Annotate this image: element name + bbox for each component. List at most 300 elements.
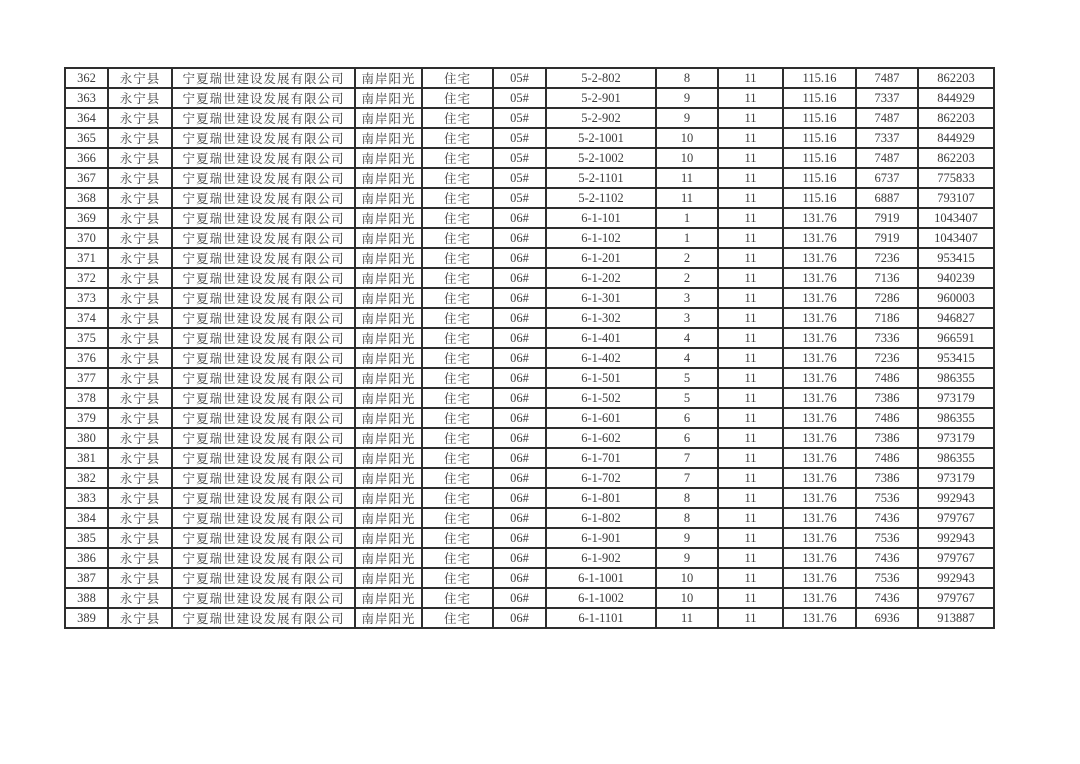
cell-floor: 9 <box>656 108 718 128</box>
cell-unit: 5-2-902 <box>546 108 656 128</box>
cell-total_floors: 11 <box>718 328 783 348</box>
cell-total_price: 979767 <box>918 588 994 608</box>
cell-unit: 6-1-402 <box>546 348 656 368</box>
cell-usage: 住宅 <box>422 228 493 248</box>
cell-county: 永宁县 <box>108 548 172 568</box>
cell-unit_price: 7536 <box>856 568 918 588</box>
cell-seq: 370 <box>65 228 108 248</box>
cell-unit_price: 7919 <box>856 228 918 248</box>
cell-total_floors: 11 <box>718 88 783 108</box>
cell-seq: 366 <box>65 148 108 168</box>
cell-unit_price: 6936 <box>856 608 918 628</box>
cell-total_floors: 11 <box>718 548 783 568</box>
cell-building: 06# <box>493 228 546 248</box>
cell-area: 131.76 <box>783 388 856 408</box>
cell-developer: 宁夏瑞世建设发展有限公司 <box>172 288 355 308</box>
cell-area: 131.76 <box>783 468 856 488</box>
table-row <box>65 428 994 448</box>
cell-unit: 5-2-802 <box>546 68 656 88</box>
cell-total_price: 986355 <box>918 368 994 388</box>
table-row <box>65 188 994 208</box>
cell-county: 永宁县 <box>108 128 172 148</box>
table-row <box>65 548 994 568</box>
cell-area: 131.76 <box>783 328 856 348</box>
cell-seq: 363 <box>65 88 108 108</box>
cell-project: 南岸阳光 <box>355 68 422 88</box>
cell-developer: 宁夏瑞世建设发展有限公司 <box>172 608 355 628</box>
cell-total_price: 844929 <box>918 128 994 148</box>
cell-building: 06# <box>493 468 546 488</box>
cell-building: 05# <box>493 188 546 208</box>
cell-unit: 6-1-1101 <box>546 608 656 628</box>
cell-unit: 6-1-1002 <box>546 588 656 608</box>
cell-floor: 7 <box>656 468 718 488</box>
table-row <box>65 68 994 88</box>
cell-area: 131.76 <box>783 408 856 428</box>
cell-project: 南岸阳光 <box>355 548 422 568</box>
cell-unit_price: 6887 <box>856 188 918 208</box>
cell-unit_price: 7486 <box>856 408 918 428</box>
cell-building: 06# <box>493 428 546 448</box>
cell-area: 131.76 <box>783 368 856 388</box>
cell-building: 06# <box>493 288 546 308</box>
cell-usage: 住宅 <box>422 88 493 108</box>
cell-floor: 9 <box>656 88 718 108</box>
cell-unit: 6-1-101 <box>546 208 656 228</box>
cell-building: 06# <box>493 508 546 528</box>
cell-total_price: 862203 <box>918 68 994 88</box>
cell-unit_price: 7487 <box>856 108 918 128</box>
cell-unit_price: 7336 <box>856 328 918 348</box>
cell-floor: 11 <box>656 188 718 208</box>
table-row <box>65 268 994 288</box>
cell-floor: 10 <box>656 128 718 148</box>
cell-seq: 369 <box>65 208 108 228</box>
cell-floor: 10 <box>656 568 718 588</box>
cell-building: 06# <box>493 568 546 588</box>
cell-total_price: 986355 <box>918 408 994 428</box>
cell-unit: 6-1-601 <box>546 408 656 428</box>
cell-area: 131.76 <box>783 288 856 308</box>
cell-seq: 367 <box>65 168 108 188</box>
table-row <box>65 508 994 528</box>
cell-seq: 377 <box>65 368 108 388</box>
cell-developer: 宁夏瑞世建设发展有限公司 <box>172 408 355 428</box>
cell-floor: 11 <box>656 608 718 628</box>
table-row <box>65 328 994 348</box>
cell-county: 永宁县 <box>108 88 172 108</box>
cell-total_floors: 11 <box>718 468 783 488</box>
cell-unit_price: 7386 <box>856 428 918 448</box>
table-row <box>65 388 994 408</box>
cell-usage: 住宅 <box>422 528 493 548</box>
cell-usage: 住宅 <box>422 128 493 148</box>
cell-developer: 宁夏瑞世建设发展有限公司 <box>172 168 355 188</box>
cell-usage: 住宅 <box>422 288 493 308</box>
cell-project: 南岸阳光 <box>355 448 422 468</box>
table-row <box>65 148 994 168</box>
cell-project: 南岸阳光 <box>355 88 422 108</box>
table-row <box>65 608 994 628</box>
cell-project: 南岸阳光 <box>355 248 422 268</box>
cell-floor: 9 <box>656 548 718 568</box>
cell-total_floors: 11 <box>718 368 783 388</box>
cell-total_floors: 11 <box>718 528 783 548</box>
cell-project: 南岸阳光 <box>355 328 422 348</box>
cell-unit_price: 7286 <box>856 288 918 308</box>
cell-unit_price: 7436 <box>856 548 918 568</box>
cell-unit: 6-1-702 <box>546 468 656 488</box>
cell-county: 永宁县 <box>108 388 172 408</box>
cell-unit_price: 7919 <box>856 208 918 228</box>
cell-usage: 住宅 <box>422 408 493 428</box>
cell-unit: 5-2-1002 <box>546 148 656 168</box>
cell-area: 115.16 <box>783 108 856 128</box>
cell-total_floors: 11 <box>718 488 783 508</box>
cell-total_floors: 11 <box>718 68 783 88</box>
cell-developer: 宁夏瑞世建设发展有限公司 <box>172 588 355 608</box>
cell-total_price: 992943 <box>918 488 994 508</box>
cell-unit_price: 7337 <box>856 88 918 108</box>
table-row <box>65 468 994 488</box>
cell-building: 06# <box>493 448 546 468</box>
cell-area: 115.16 <box>783 128 856 148</box>
cell-unit_price: 7486 <box>856 368 918 388</box>
cell-unit_price: 7386 <box>856 388 918 408</box>
cell-usage: 住宅 <box>422 108 493 128</box>
cell-total_price: 992943 <box>918 528 994 548</box>
cell-building: 06# <box>493 588 546 608</box>
cell-county: 永宁县 <box>108 608 172 628</box>
cell-seq: 384 <box>65 508 108 528</box>
cell-building: 05# <box>493 128 546 148</box>
cell-total_floors: 11 <box>718 208 783 228</box>
cell-unit_price: 7337 <box>856 128 918 148</box>
cell-floor: 6 <box>656 408 718 428</box>
cell-usage: 住宅 <box>422 268 493 288</box>
cell-seq: 389 <box>65 608 108 628</box>
cell-area: 115.16 <box>783 188 856 208</box>
cell-seq: 388 <box>65 588 108 608</box>
cell-project: 南岸阳光 <box>355 188 422 208</box>
cell-unit_price: 6737 <box>856 168 918 188</box>
cell-building: 06# <box>493 368 546 388</box>
cell-developer: 宁夏瑞世建设发展有限公司 <box>172 68 355 88</box>
cell-developer: 宁夏瑞世建设发展有限公司 <box>172 268 355 288</box>
table-row <box>65 588 994 608</box>
cell-total_price: 913887 <box>918 608 994 628</box>
cell-unit: 6-1-502 <box>546 388 656 408</box>
table-row <box>65 348 994 368</box>
cell-usage: 住宅 <box>422 168 493 188</box>
cell-seq: 375 <box>65 328 108 348</box>
cell-building: 06# <box>493 548 546 568</box>
cell-county: 永宁县 <box>108 508 172 528</box>
cell-developer: 宁夏瑞世建设发展有限公司 <box>172 468 355 488</box>
cell-seq: 387 <box>65 568 108 588</box>
cell-total_floors: 11 <box>718 508 783 528</box>
cell-building: 06# <box>493 408 546 428</box>
table-row <box>65 228 994 248</box>
cell-county: 永宁县 <box>108 228 172 248</box>
cell-area: 131.76 <box>783 228 856 248</box>
cell-unit: 6-1-301 <box>546 288 656 308</box>
cell-county: 永宁县 <box>108 588 172 608</box>
cell-building: 05# <box>493 108 546 128</box>
cell-seq: 371 <box>65 248 108 268</box>
table-row <box>65 248 994 268</box>
cell-seq: 379 <box>65 408 108 428</box>
cell-building: 06# <box>493 528 546 548</box>
cell-developer: 宁夏瑞世建设发展有限公司 <box>172 88 355 108</box>
cell-developer: 宁夏瑞世建设发展有限公司 <box>172 348 355 368</box>
cell-total_price: 992943 <box>918 568 994 588</box>
cell-usage: 住宅 <box>422 448 493 468</box>
cell-building: 05# <box>493 88 546 108</box>
cell-building: 05# <box>493 168 546 188</box>
cell-project: 南岸阳光 <box>355 148 422 168</box>
table-row <box>65 88 994 108</box>
cell-total_price: 973179 <box>918 388 994 408</box>
cell-building: 06# <box>493 388 546 408</box>
cell-unit: 6-1-602 <box>546 428 656 448</box>
cell-developer: 宁夏瑞世建设发展有限公司 <box>172 368 355 388</box>
cell-area: 131.76 <box>783 608 856 628</box>
table-row <box>65 488 994 508</box>
cell-unit: 5-2-901 <box>546 88 656 108</box>
cell-seq: 368 <box>65 188 108 208</box>
cell-seq: 383 <box>65 488 108 508</box>
cell-total_price: 940239 <box>918 268 994 288</box>
cell-building: 06# <box>493 488 546 508</box>
cell-developer: 宁夏瑞世建设发展有限公司 <box>172 508 355 528</box>
cell-total_floors: 11 <box>718 588 783 608</box>
cell-project: 南岸阳光 <box>355 228 422 248</box>
cell-total_floors: 11 <box>718 128 783 148</box>
cell-usage: 住宅 <box>422 588 493 608</box>
cell-developer: 宁夏瑞世建设发展有限公司 <box>172 448 355 468</box>
cell-seq: 365 <box>65 128 108 148</box>
cell-usage: 住宅 <box>422 348 493 368</box>
cell-unit: 5-2-1101 <box>546 168 656 188</box>
cell-county: 永宁县 <box>108 208 172 228</box>
table-row <box>65 568 994 588</box>
cell-county: 永宁县 <box>108 68 172 88</box>
cell-seq: 374 <box>65 308 108 328</box>
cell-area: 115.16 <box>783 148 856 168</box>
cell-developer: 宁夏瑞世建设发展有限公司 <box>172 428 355 448</box>
cell-usage: 住宅 <box>422 488 493 508</box>
cell-total_floors: 11 <box>718 408 783 428</box>
cell-seq: 381 <box>65 448 108 468</box>
cell-building: 05# <box>493 148 546 168</box>
cell-floor: 1 <box>656 228 718 248</box>
cell-building: 06# <box>493 308 546 328</box>
cell-usage: 住宅 <box>422 68 493 88</box>
cell-project: 南岸阳光 <box>355 208 422 228</box>
cell-unit: 6-1-802 <box>546 508 656 528</box>
cell-building: 06# <box>493 208 546 228</box>
cell-usage: 住宅 <box>422 508 493 528</box>
cell-area: 115.16 <box>783 168 856 188</box>
cell-project: 南岸阳光 <box>355 608 422 628</box>
cell-usage: 住宅 <box>422 248 493 268</box>
cell-floor: 8 <box>656 508 718 528</box>
cell-project: 南岸阳光 <box>355 528 422 548</box>
cell-total_floors: 11 <box>718 268 783 288</box>
cell-area: 131.76 <box>783 208 856 228</box>
cell-seq: 372 <box>65 268 108 288</box>
cell-developer: 宁夏瑞世建设发展有限公司 <box>172 528 355 548</box>
cell-floor: 11 <box>656 168 718 188</box>
cell-usage: 住宅 <box>422 328 493 348</box>
cell-county: 永宁县 <box>108 568 172 588</box>
cell-county: 永宁县 <box>108 308 172 328</box>
table-row <box>65 208 994 228</box>
cell-floor: 5 <box>656 388 718 408</box>
cell-area: 131.76 <box>783 508 856 528</box>
table-row <box>65 448 994 468</box>
cell-project: 南岸阳光 <box>355 388 422 408</box>
cell-county: 永宁县 <box>108 448 172 468</box>
cell-county: 永宁县 <box>108 408 172 428</box>
cell-usage: 住宅 <box>422 468 493 488</box>
cell-unit_price: 7536 <box>856 528 918 548</box>
cell-total_price: 973179 <box>918 428 994 448</box>
cell-floor: 2 <box>656 248 718 268</box>
table-row <box>65 128 994 148</box>
cell-developer: 宁夏瑞世建设发展有限公司 <box>172 548 355 568</box>
cell-unit: 6-1-302 <box>546 308 656 328</box>
cell-project: 南岸阳光 <box>355 508 422 528</box>
cell-unit_price: 7436 <box>856 588 918 608</box>
cell-county: 永宁县 <box>108 148 172 168</box>
cell-usage: 住宅 <box>422 388 493 408</box>
cell-total_price: 1043407 <box>918 208 994 228</box>
cell-total_price: 862203 <box>918 108 994 128</box>
cell-unit_price: 7487 <box>856 68 918 88</box>
cell-county: 永宁县 <box>108 488 172 508</box>
cell-floor: 1 <box>656 208 718 228</box>
cell-usage: 住宅 <box>422 188 493 208</box>
cell-area: 131.76 <box>783 588 856 608</box>
cell-total_floors: 11 <box>718 108 783 128</box>
table-row <box>65 308 994 328</box>
cell-total_price: 862203 <box>918 148 994 168</box>
cell-developer: 宁夏瑞世建设发展有限公司 <box>172 328 355 348</box>
cell-total_price: 953415 <box>918 348 994 368</box>
cell-total_floors: 11 <box>718 288 783 308</box>
cell-floor: 8 <box>656 68 718 88</box>
cell-project: 南岸阳光 <box>355 428 422 448</box>
cell-developer: 宁夏瑞世建设发展有限公司 <box>172 568 355 588</box>
cell-unit: 5-2-1001 <box>546 128 656 148</box>
cell-total_price: 979767 <box>918 548 994 568</box>
cell-unit: 6-1-801 <box>546 488 656 508</box>
cell-county: 永宁县 <box>108 188 172 208</box>
cell-total_floors: 11 <box>718 428 783 448</box>
cell-floor: 8 <box>656 488 718 508</box>
table-row <box>65 408 994 428</box>
cell-floor: 4 <box>656 328 718 348</box>
cell-area: 131.76 <box>783 568 856 588</box>
cell-unit_price: 7487 <box>856 148 918 168</box>
cell-area: 131.76 <box>783 248 856 268</box>
cell-unit_price: 7236 <box>856 248 918 268</box>
cell-building: 06# <box>493 348 546 368</box>
table-row <box>65 528 994 548</box>
cell-usage: 住宅 <box>422 428 493 448</box>
cell-project: 南岸阳光 <box>355 288 422 308</box>
cell-project: 南岸阳光 <box>355 128 422 148</box>
cell-floor: 9 <box>656 528 718 548</box>
cell-seq: 376 <box>65 348 108 368</box>
cell-county: 永宁县 <box>108 268 172 288</box>
cell-unit_price: 7436 <box>856 508 918 528</box>
table-row <box>65 168 994 188</box>
cell-seq: 382 <box>65 468 108 488</box>
cell-floor: 3 <box>656 308 718 328</box>
cell-area: 131.76 <box>783 308 856 328</box>
cell-county: 永宁县 <box>108 108 172 128</box>
cell-unit_price: 7236 <box>856 348 918 368</box>
cell-floor: 7 <box>656 448 718 468</box>
cell-area: 131.76 <box>783 488 856 508</box>
cell-floor: 2 <box>656 268 718 288</box>
cell-total_floors: 11 <box>718 168 783 188</box>
cell-county: 永宁县 <box>108 248 172 268</box>
cell-total_price: 775833 <box>918 168 994 188</box>
cell-usage: 住宅 <box>422 548 493 568</box>
cell-total_price: 844929 <box>918 88 994 108</box>
cell-area: 131.76 <box>783 428 856 448</box>
cell-usage: 住宅 <box>422 148 493 168</box>
cell-total_floors: 11 <box>718 348 783 368</box>
cell-area: 115.16 <box>783 68 856 88</box>
cell-total_price: 953415 <box>918 248 994 268</box>
cell-total_price: 986355 <box>918 448 994 468</box>
cell-county: 永宁县 <box>108 328 172 348</box>
cell-total_price: 979767 <box>918 508 994 528</box>
cell-unit: 6-1-401 <box>546 328 656 348</box>
cell-project: 南岸阳光 <box>355 588 422 608</box>
cell-total_floors: 11 <box>718 188 783 208</box>
cell-total_floors: 11 <box>718 568 783 588</box>
cell-area: 131.76 <box>783 268 856 288</box>
cell-total_price: 793107 <box>918 188 994 208</box>
cell-unit_price: 7186 <box>856 308 918 328</box>
cell-floor: 10 <box>656 148 718 168</box>
cell-project: 南岸阳光 <box>355 348 422 368</box>
cell-area: 131.76 <box>783 348 856 368</box>
cell-project: 南岸阳光 <box>355 408 422 428</box>
cell-total_price: 966591 <box>918 328 994 348</box>
housing-price-table <box>64 67 995 629</box>
cell-area: 131.76 <box>783 528 856 548</box>
cell-developer: 宁夏瑞世建设发展有限公司 <box>172 488 355 508</box>
cell-project: 南岸阳光 <box>355 488 422 508</box>
cell-developer: 宁夏瑞世建设发展有限公司 <box>172 248 355 268</box>
cell-county: 永宁县 <box>108 428 172 448</box>
cell-total_floors: 11 <box>718 228 783 248</box>
cell-seq: 385 <box>65 528 108 548</box>
cell-unit: 6-1-1001 <box>546 568 656 588</box>
cell-total_floors: 11 <box>718 248 783 268</box>
cell-project: 南岸阳光 <box>355 168 422 188</box>
cell-county: 永宁县 <box>108 468 172 488</box>
cell-building: 06# <box>493 268 546 288</box>
cell-floor: 10 <box>656 588 718 608</box>
